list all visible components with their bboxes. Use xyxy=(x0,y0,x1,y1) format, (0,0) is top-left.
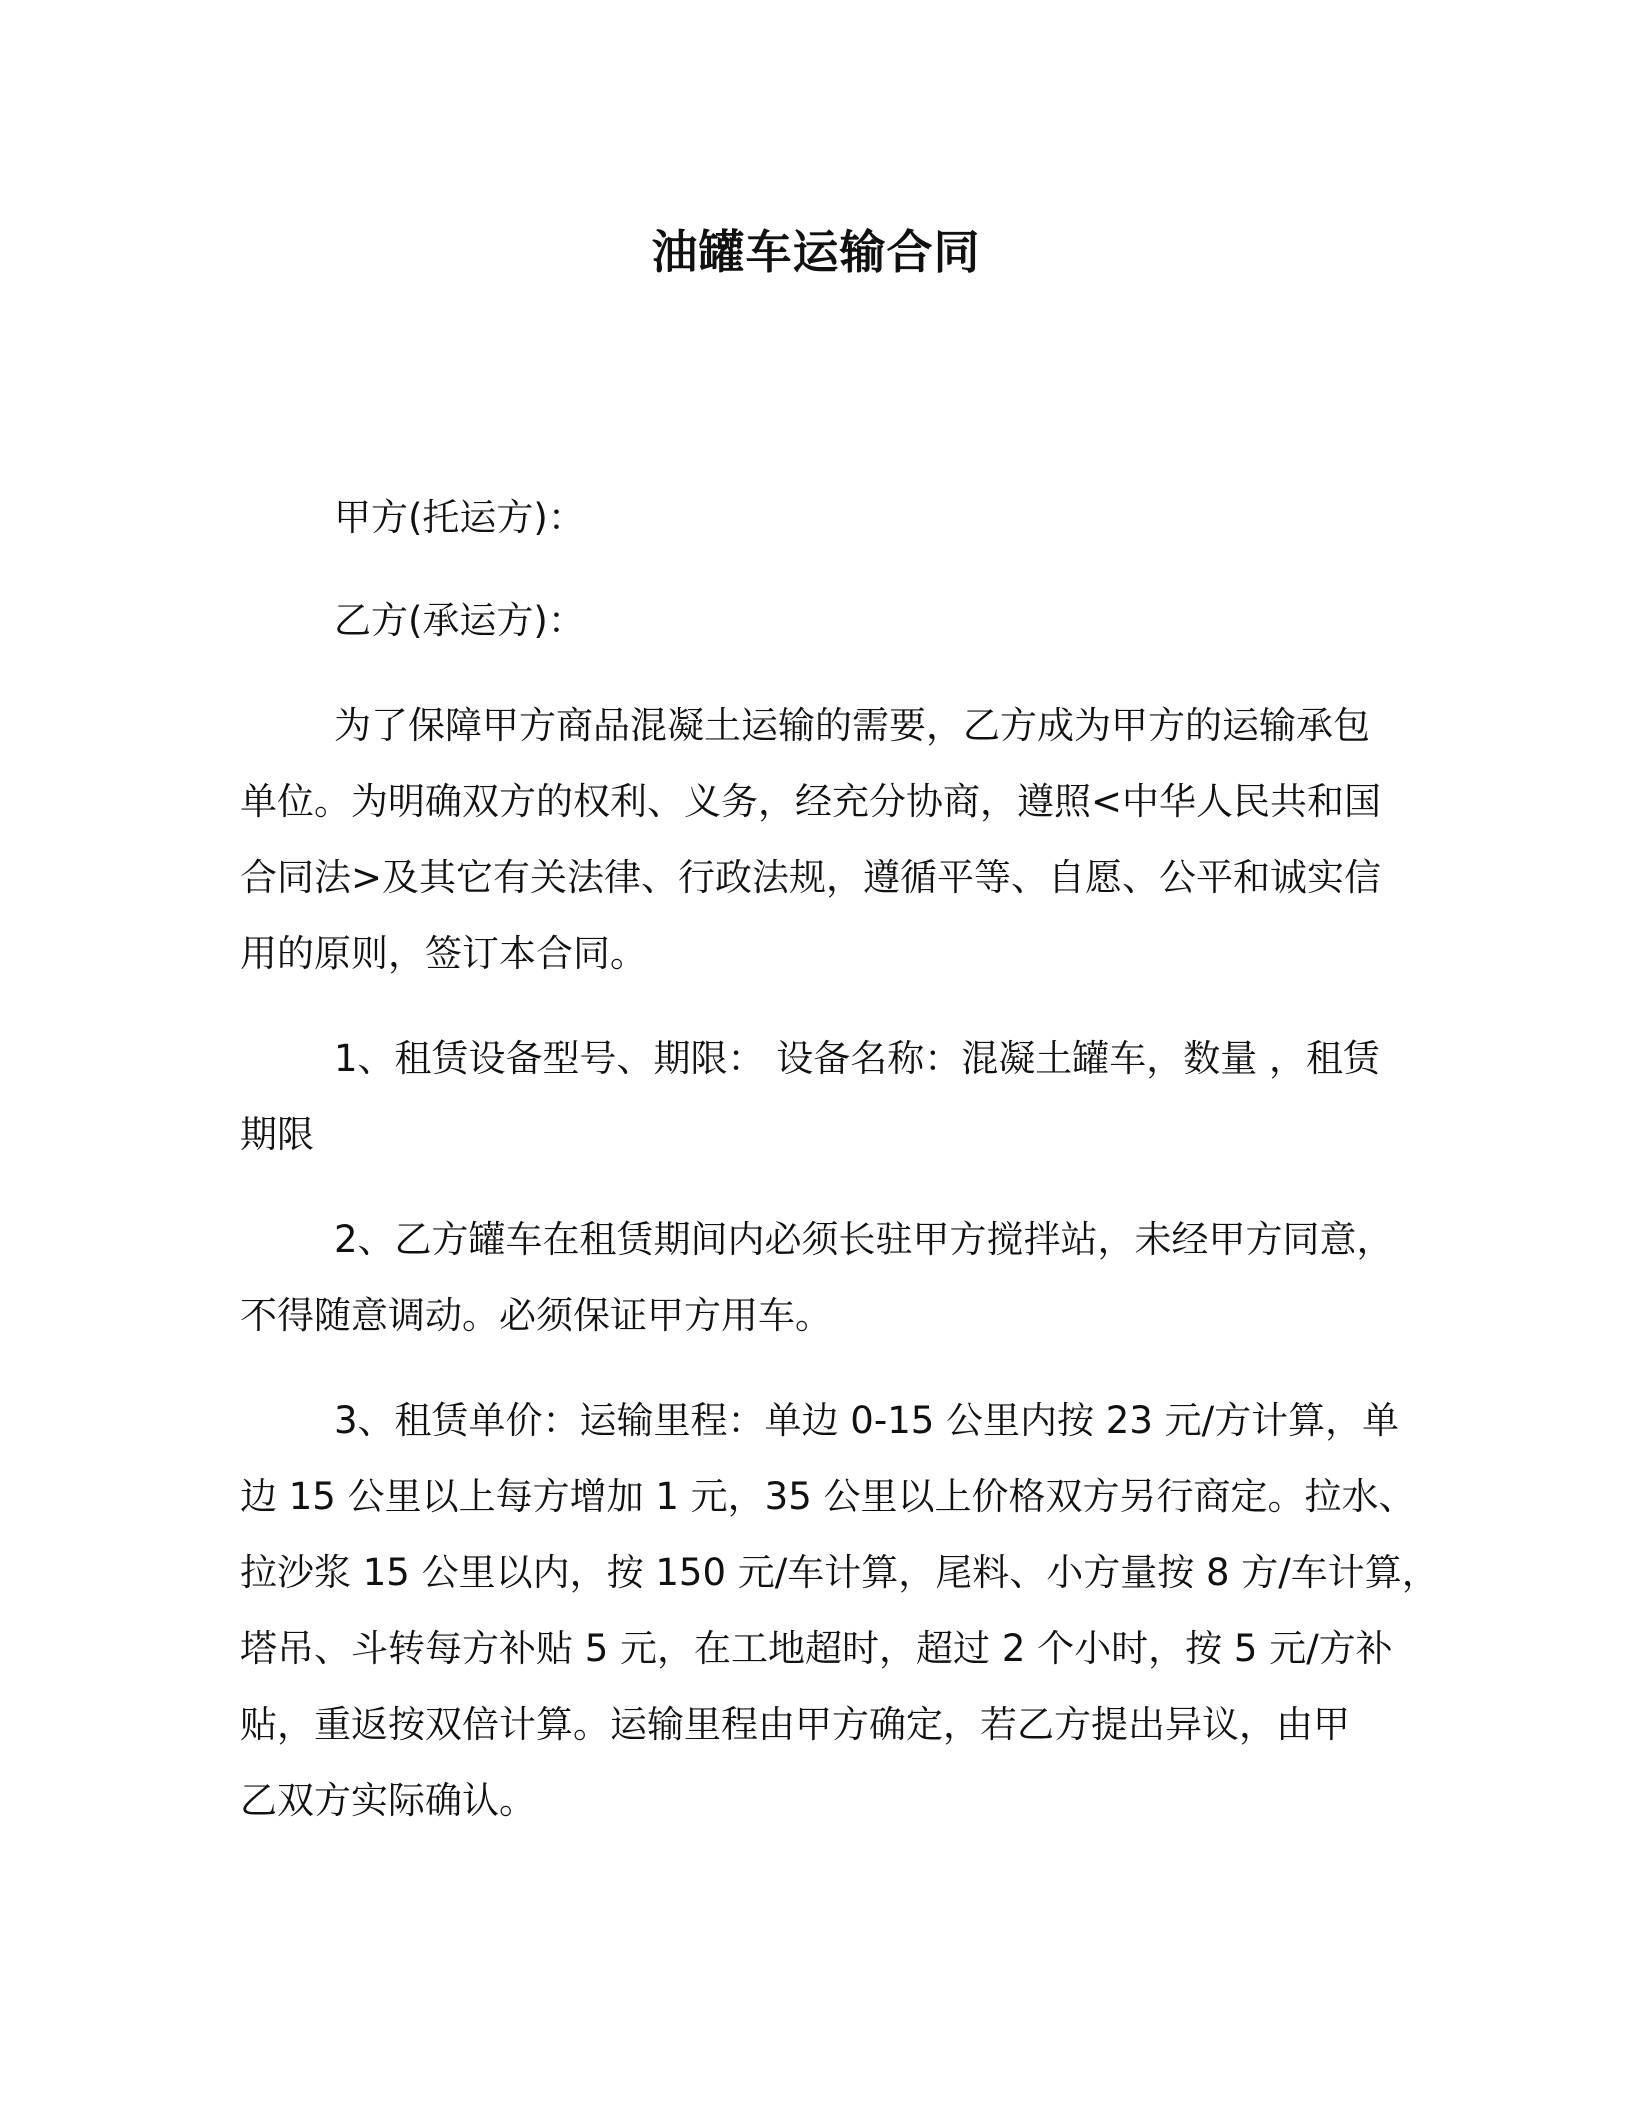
preamble-line: 用的原则，签订本合同。 xyxy=(240,932,647,975)
clause-3-line: 塔吊、斗转每方补贴 5 元，在工地超时，超过 2 个小时，按 5 元/方补 xyxy=(240,1627,1393,1670)
clause-3-line: 乙双方实际确认。 xyxy=(240,1779,536,1822)
party-a-line: 甲方(托运方)： xyxy=(334,496,585,539)
party-b-line: 乙方(承运方)： xyxy=(334,599,585,642)
clause-1-line: 期限 xyxy=(240,1113,314,1156)
preamble-line: 为了保障甲方商品混凝土运输的需要，乙方成为甲方的运输承包 xyxy=(334,704,1370,747)
clause-3-line: 3、租赁单价：运输里程：单边 0-15 公里内按 23 元/方计算，单 xyxy=(334,1399,1400,1442)
clause-3-line: 边 15 公里以上每方增加 1 元，35 公里以上价格双方另行商定。拉水、 xyxy=(240,1475,1416,1518)
preamble-line: 单位。为明确双方的权利、义务，经充分协商，遵照<中华人民共和国 xyxy=(240,780,1382,823)
clause-3-line: 贴，重返按双倍计算。运输里程由甲方确定，若乙方提出异议，由甲 xyxy=(240,1703,1350,1746)
preamble-line: 合同法>及其它有关法律、行政法规，遵循平等、自愿、公平和诚实信 xyxy=(240,856,1382,899)
clause-1-line: 1、租赁设备型号、期限： 设备名称：混凝土罐车，数量 ，租赁 xyxy=(334,1037,1381,1080)
document-title: 油罐车运输合同 xyxy=(651,225,981,279)
clause-3-line: 拉沙浆 15 公里以内，按 150 元/车计算，尾料、小方量按 8 方/车计算， xyxy=(240,1551,1439,1594)
clause-2-line: 2、乙方罐车在租赁期间内必须长驻甲方搅拌站，未经甲方同意， xyxy=(334,1218,1394,1261)
clause-2-line: 不得随意调动。必须保证甲方用车。 xyxy=(240,1294,832,1337)
